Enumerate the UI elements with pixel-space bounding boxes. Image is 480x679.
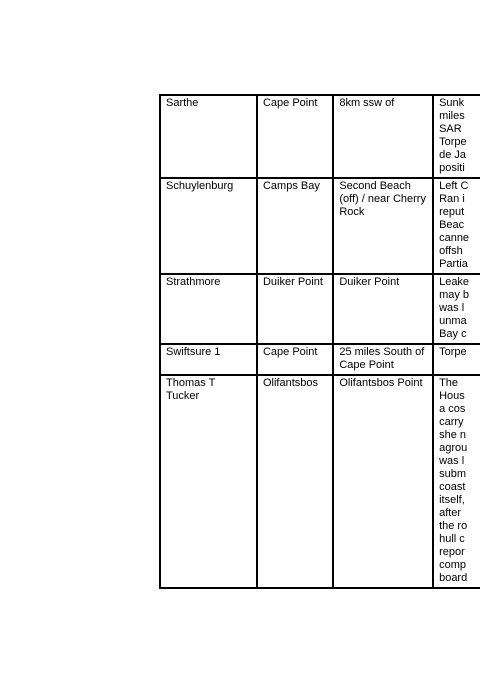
- table-row: [160, 375, 480, 588]
- wreck-name-cell: Swiftsure 1: [160, 344, 257, 375]
- wreck-name-cell: Thomas T Tucker: [160, 375, 257, 588]
- location-cell: 8km ssw of: [333, 95, 433, 178]
- table-row: [160, 95, 480, 178]
- area-cell: Duiker Point: [257, 274, 333, 344]
- wreck-name-cell: Sarthe: [160, 95, 257, 178]
- location-cell: Duiker Point: [333, 274, 433, 344]
- notes-cell: The Hous a cos carry she n agrou was l subm coast itself, after the ro hull c repor comp board: [433, 375, 480, 588]
- wreck-name-cell: Schuylenburg: [160, 178, 257, 274]
- shipwreck-table: [159, 94, 480, 589]
- notes-cell: Torpe: [433, 344, 480, 375]
- area-cell: Olifantsbos: [257, 375, 333, 588]
- location-cell: Second Beach (off) / near Cherry Rock: [333, 178, 433, 274]
- wreck-name-cell: Strathmore: [160, 274, 257, 344]
- location-cell: 25 miles South of Cape Point: [333, 344, 433, 375]
- area-cell: Cape Point: [257, 95, 333, 178]
- table-row: [160, 178, 480, 274]
- notes-cell: Left C Ran i reput Beac canne offsh Partia: [433, 178, 480, 274]
- notes-cell: Sunk miles SAR Torpe de Ja positi: [433, 95, 480, 178]
- area-cell: Camps Bay: [257, 178, 333, 274]
- notes-cell: Leake may b was l unma Bay c: [433, 274, 480, 344]
- area-cell: Cape Point: [257, 344, 333, 375]
- location-cell: Olifantsbos Point: [333, 375, 433, 588]
- table-row: [160, 274, 480, 344]
- table-row: [160, 344, 480, 375]
